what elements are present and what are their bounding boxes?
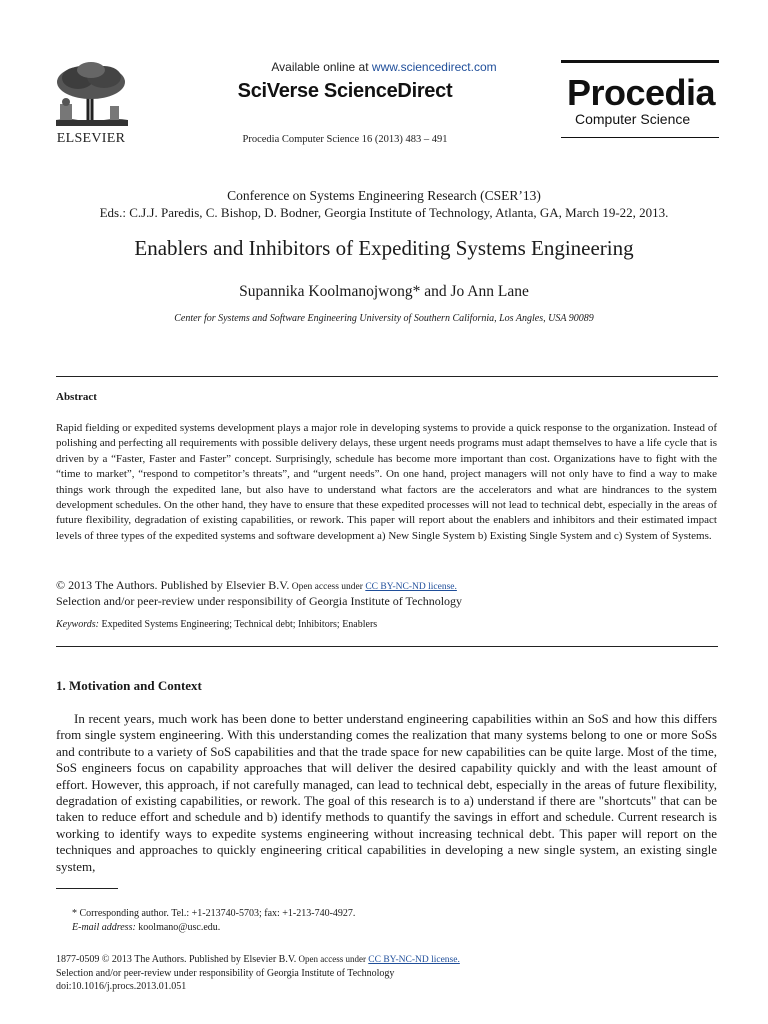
abstract-text: Rapid fielding or expedited systems development plays a major role in developing systems to provide a quick response to the organization. Instead of polishing and perfecting all requirements with possible delivery delays, these urgent needs programs must adapt themselves to have a life cycle that is driven by a “Faster, Faster and Faster” concept. Surprisingly, schedule has become more important than cost. Organizations have to fight with the “time to market”, “respond to competitor’s threats”, and “urgent needs”. On one hand, project managers will not only have to find a way to make things work through the expedited lane, but also have to understand what factors are the accelerators and what are hindrances to the system development schedules. On the other hand, they have to ensure that these expedited processes will not lead to technical debt, especially in the areas of future flexibility, degradation of existing capabilities, or rework. This paper will report about the enablers and inhibitors and their estimated impact levels of three types of the expedited systems and software development a) New Single System b) Existing Single System and c) System of Systems. [56,422,717,542]
conference-editors: Eds.: C.J.J. Paredis, C. Bishop, D. Bodner, Georgia Institute of Technology, Atlanta, GA, March 19-22, 2013. [99,205,669,220]
conference-name: Conference on Systems Engineering Research (CSER’13) [227,188,541,203]
procedia-wordmark: Procedia [567,72,716,113]
sciencedirect-link[interactable]: www.sciencedirect.com [371,60,497,74]
footnote-rule [56,888,118,889]
available-online: Available online at www.sciencedirect.com [271,60,497,74]
procedia-subtitle: Computer Science [575,111,691,127]
abstract-heading: Abstract [56,391,97,403]
footer-copyright: 1877-0509 © 2013 The Authors. Published by Elsevier B.V. Open access under CC BY-NC-ND license. [56,954,460,965]
procedia-logo [561,60,719,143]
paper-authors: Supannika Koolmanojwong* and Jo Ann Lane [239,283,529,300]
paper-affiliation: Center for Systems and Software Engineering University of Southern California, Los Angles, USA 90089 [174,313,594,324]
abstract-top-rule [56,376,718,377]
paper-title: Enablers and Inhibitors of Expediting Systems Engineering [134,236,634,260]
section-body: In recent years, much work has been done to better understand engineering capabilities within an SoS and how this differs from single system engineering. With this understanding comes the realization that many systems belong to one or more SoSs and contribute to a variety of SoS capabilities and that the trade space for new capabilities can be quite large. Most of the time, SoS engineers focus on capability approaches that will deliver the desired capability quickly and with the least amount of effort. However, this approach, if not carefully managed, can lead to technical debt, especially in the areas of future flexibility, degradation of existing capabilities, or rework. The goal of this research is to a) understand if there are "shortcuts" that can be taken to reduce effort and schedule and b) identify methods to quantify the savings in effort and schedule. Current research is working to identify ways to expedite systems engineering without increasing technical debt. This paper will report on the techniques and approaches to quickly engineering critical capabilities in developing a new single system, an existing single system, [56,711,717,874]
abstract-peer-review: Selection and/or peer-review under responsibility of Georgia Institute of Technology [56,594,463,608]
footer-peer-review: Selection and/or peer-review under responsibility of Georgia Institute of Technology [56,968,395,979]
elsevier-wordmark: ELSEVIER [56,131,126,146]
abstract-copyright: © 2013 The Authors. Published by Elsevier B.V. Open access under CC BY-NC-ND license. [56,578,457,592]
section-heading: 1. Motivation and Context [56,678,202,693]
journal-reference: Procedia Computer Science 16 (2013) 483 – 491 [242,134,448,145]
footer-license-link[interactable]: CC BY-NC-ND license. [368,955,460,965]
abstract-bottom-rule [56,646,718,647]
footnote-corresponding: * Corresponding author. Tel.: +1-213740-5703; fax: +1-213-740-4927. [72,908,356,919]
platform-logo: SciVerse ScienceDirect [237,80,453,102]
footer-doi: doi:10.1016/j.procs.2013.01.051 [56,981,187,992]
procedia-divider [561,137,719,138]
keywords: Keywords: Expedited Systems Engineering; Technical debt; Inhibitors; Enablers [56,619,378,630]
footnote-email: E-mail address: koolmano@usc.edu. [72,922,221,933]
license-link[interactable]: CC BY-NC-ND license. [365,582,457,592]
